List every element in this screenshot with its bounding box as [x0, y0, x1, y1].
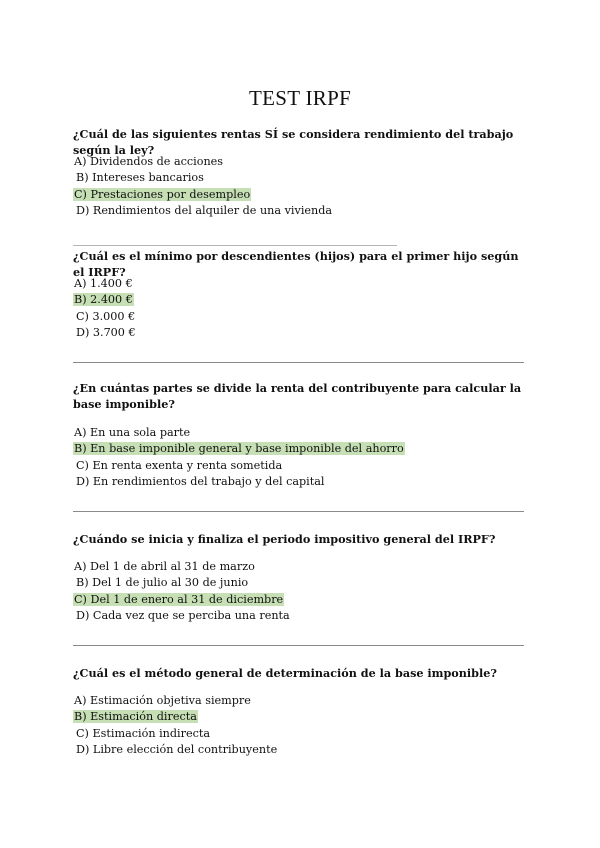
option-1b: B) Intereses bancarios	[76, 171, 204, 185]
option-4a: A) Del 1 de abril al 31 de marzo	[74, 560, 255, 573]
option-5d: D) Libre elección del contribuyente	[76, 742, 278, 756]
option-2b-correct: B) 2.400 €	[74, 293, 133, 307]
divider-line	[73, 645, 524, 646]
divider-line	[73, 362, 524, 363]
question-2: ¿Cuál es el mínimo por descendientes (hijos) para el primer hijo según el IRPF?	[73, 249, 519, 279]
option-4b: B) Del 1 de julio al 30 de junio	[76, 576, 249, 590]
question-3: ¿En cuántas partes se divide la renta del contribuyente para calcular la base imponible?	[73, 381, 522, 411]
option-3c: C) En renta exenta y renta sometida	[76, 458, 283, 472]
option-3d: D) En rendimientos del trabajo y del capital	[76, 474, 325, 488]
page-title: TEST IRPF	[248, 86, 352, 110]
divider-line	[73, 511, 524, 512]
question-4: ¿Cuándo se inicia y finaliza el periodo impositivo general del IRPF?	[73, 532, 496, 546]
options-1	[73, 154, 333, 219]
options-3	[73, 425, 405, 490]
option-4d: D) Cada vez que se perciba una renta	[76, 608, 290, 622]
option-1c-correct: C) Prestaciones por desempleo	[74, 187, 251, 201]
options-4	[73, 559, 291, 624]
option-1d: D) Rendimientos del alquiler de una vivienda	[76, 203, 333, 217]
option-1a: A) Dividendos de acciones	[74, 155, 224, 168]
dashed-separator: ______________________________________________________________	[73, 235, 397, 246]
question-1: ¿Cuál de las siguientes rentas SÍ se considera rendimiento del trabajo según la ley?	[73, 127, 514, 157]
question-5: ¿Cuál es el método general de determinación de la base imponible?	[73, 666, 497, 680]
option-3b-correct: B) En base imponible general y base imponible del ahorro	[74, 442, 404, 456]
options-5	[73, 693, 278, 758]
option-5a: A) Estimación objetiva siempre	[74, 694, 251, 707]
option-5c: C) Estimación indirecta	[76, 726, 211, 740]
option-2a: A) 1.400 €	[74, 277, 133, 290]
option-3a: A) En una sola parte	[74, 426, 191, 439]
option-2d: D) 3.700 €	[76, 325, 136, 339]
option-2c: C) 3.000 €	[76, 309, 136, 323]
option-4c-correct: C) Del 1 de enero al 31 de diciembre	[74, 592, 284, 606]
options-2	[73, 276, 137, 341]
option-5b-correct: B) Estimación directa	[74, 710, 197, 724]
